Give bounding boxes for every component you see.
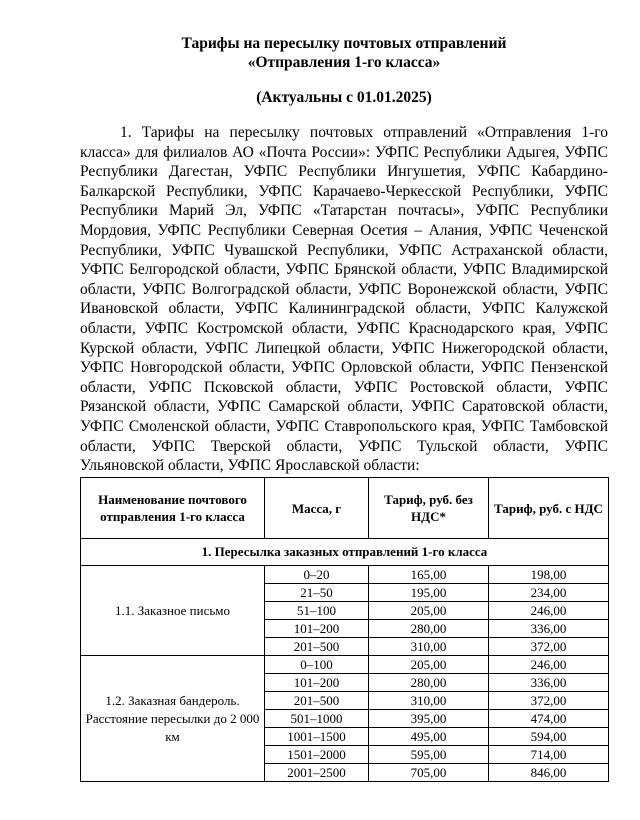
- tariff-no-vat-cell: 165,00: [369, 566, 489, 584]
- header-tariff-vat: Тариф, руб. с НДС: [489, 478, 609, 539]
- table-row: [81, 566, 609, 584]
- tariff-vat-cell: 336,00: [489, 674, 609, 692]
- mass-cell: 201–500: [265, 692, 369, 710]
- section-row: [81, 539, 609, 566]
- header-tariff-no-vat: Тариф, руб. без НДС*: [369, 478, 489, 539]
- tariff-vat-cell: 234,00: [489, 584, 609, 602]
- tariff-vat-cell: 372,00: [489, 692, 609, 710]
- tariff-no-vat-cell: 195,00: [369, 584, 489, 602]
- mass-cell: 501–1000: [265, 710, 369, 728]
- tariff-vat-cell: 198,00: [489, 566, 609, 584]
- mass-cell: 0–20: [265, 566, 369, 584]
- intro-paragraph: 1. Тарифы на пересылку почтовых отправлений «Отправления 1-го класса» для филиалов АО «Почта России»: УФПС Республики Адыгея, УФПС Республики Дагестан, УФПС Республики Ингушетия, УФПС Кабардино-Балкарской Республики, УФПС Карачаево-Черкесской Республики, УФПС Республики Марий Эл, УФПС «Татарстан почтасы», УФПС Республики Мордовия, УФПС Республики Северная Осетия – Алания, УФПС Чеченской Республики, УФПС Чувашской Республики, УФПС Астраханской области, УФПС Белгородской области, УФПС Брянской области, УФПС Владимирской области, УФПС Волгоградской области, УФПС Воронежской области, УФПС Ивановской области, УФПС Калининградской области, УФПС Калужской области, УФПС Костромской области, УФПС Краснодарского края, УФПС Курской области, УФПС Липецкой области, УФПС Нижегородской области, УФПС Новгородской области, УФПС Орловской области, УФПС Пензенской области, УФПС Псковской области, УФПС Ростовской области, УФПС Рязанской области, УФПС Самарской области, УФПС Саратовской области, УФПС Смоленской области, УФПС Ставропольского края, УФПС Тамбовской области, УФПС Тверской области, УФПС Тульской области, УФПС Ульяновской области, УФПС Ярославской области:: [80, 124, 608, 475]
- group-label: 1.2. Заказная бандероль. Расстояние пересылки до 2 000 км: [81, 656, 265, 782]
- mass-cell: 101–200: [265, 620, 369, 638]
- section-title: 1. Пересылка заказных отправлений 1-го класса: [81, 539, 609, 566]
- document-title-line2: «Отправления 1-го класса»: [247, 54, 441, 71]
- table-header-row: [81, 478, 609, 539]
- tariff-vat-cell: 594,00: [489, 728, 609, 746]
- tariff-table: [80, 477, 609, 782]
- tariff-vat-cell: 246,00: [489, 656, 609, 674]
- tariff-vat-cell: 714,00: [489, 746, 609, 764]
- header-mass: Масса, г: [265, 478, 369, 539]
- mass-cell: 51–100: [265, 602, 369, 620]
- tariff-no-vat-cell: 280,00: [369, 674, 489, 692]
- tariff-vat-cell: 336,00: [489, 620, 609, 638]
- document-title-line1: Тарифы на пересылку почтовых отправлений: [181, 35, 507, 52]
- header-item-name: Наименование почтового отправления 1-го класса: [81, 478, 265, 539]
- effective-date: (Актуальны с 01.01.2025): [256, 89, 432, 106]
- tariff-no-vat-cell: 705,00: [369, 764, 489, 782]
- tariff-no-vat-cell: 310,00: [369, 638, 489, 656]
- tariff-no-vat-cell: 205,00: [369, 656, 489, 674]
- tariff-vat-cell: 846,00: [489, 764, 609, 782]
- tariff-vat-cell: 246,00: [489, 602, 609, 620]
- tariff-no-vat-cell: 395,00: [369, 710, 489, 728]
- tariff-no-vat-cell: 280,00: [369, 620, 489, 638]
- mass-cell: 2001–2500: [265, 764, 369, 782]
- mass-cell: 21–50: [265, 584, 369, 602]
- tariff-vat-cell: 474,00: [489, 710, 609, 728]
- group-label: 1.1. Заказное письмо: [81, 566, 265, 656]
- tariff-no-vat-cell: 310,00: [369, 692, 489, 710]
- tariff-no-vat-cell: 595,00: [369, 746, 489, 764]
- mass-cell: 1501–2000: [265, 746, 369, 764]
- mass-cell: 201–500: [265, 638, 369, 656]
- tariff-vat-cell: 372,00: [489, 638, 609, 656]
- tariff-no-vat-cell: 205,00: [369, 602, 489, 620]
- tariff-no-vat-cell: 495,00: [369, 728, 489, 746]
- mass-cell: 101–200: [265, 674, 369, 692]
- table-row: [81, 656, 609, 674]
- mass-cell: 0–100: [265, 656, 369, 674]
- mass-cell: 1001–1500: [265, 728, 369, 746]
